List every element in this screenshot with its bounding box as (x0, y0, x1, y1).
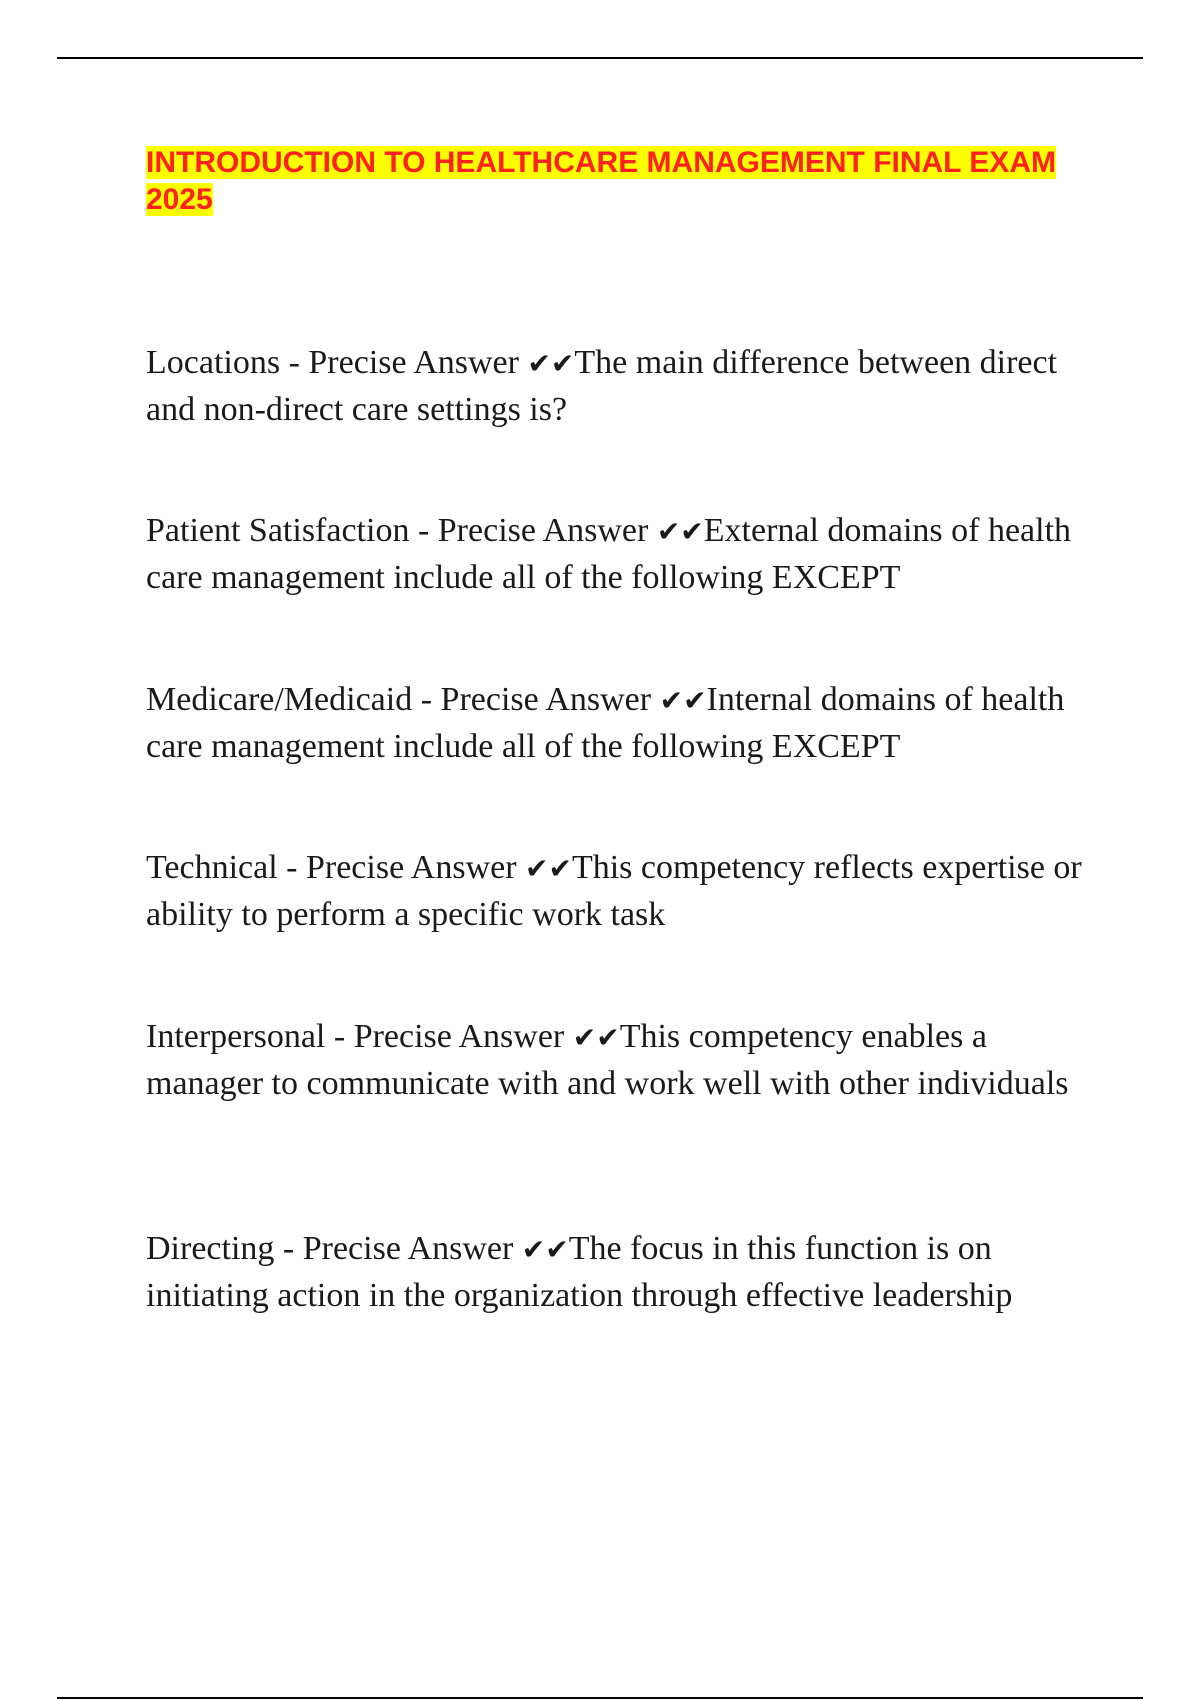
double-check-icon: ✔✔ (656, 515, 704, 548)
qa-answer: Directing (146, 1230, 275, 1267)
qa-separator: - Precise Answer (412, 681, 660, 718)
double-check-icon: ✔✔ (572, 1021, 620, 1054)
double-check-icon: ✔✔ (521, 1233, 569, 1266)
qa-item (146, 1226, 1106, 1319)
qa-answer: Medicare/Medicaid (146, 681, 413, 718)
qa-separator: - Precise Answer (274, 1230, 522, 1267)
qa-item (146, 845, 1106, 938)
document-title: INTRODUCTION TO HEALTHCARE MANAGEMENT FINAL EXAM 2025 (146, 146, 1056, 216)
qa-separator: - Precise Answer (280, 344, 528, 381)
qa-question: Internal domains of health care management include all of the following EXCEPT (146, 681, 1065, 765)
qa-separator: - Precise Answer (409, 512, 657, 549)
qa-answer: Technical (146, 849, 278, 886)
qa-separator: - Precise Answer (277, 849, 526, 886)
double-check-icon: ✔✔ (527, 347, 575, 380)
qa-answer: Interpersonal (146, 1018, 326, 1055)
qa-item (146, 508, 1106, 601)
qa-question: This competency enables a manager to communicate with and work well with other individuals (146, 1018, 1069, 1102)
qa-question: The main difference between direct and non-direct care settings is? (146, 344, 1058, 428)
qa-question: The focus in this function is on initiating action in the organization through effective leadership (146, 1230, 1013, 1314)
double-check-icon: ✔✔ (525, 852, 572, 885)
qa-answer: Patient Satisfaction (146, 512, 410, 549)
double-check-icon: ✔✔ (659, 684, 707, 717)
qa-answer: Locations (146, 344, 281, 381)
bottom-rule (57, 1697, 1143, 1699)
qa-question: This competency reflects expertise or ability to perform a specific work task (146, 849, 1082, 933)
qa-item (146, 340, 1106, 433)
qa-question: External domains of health care management include all of the following EXCEPT (146, 512, 1072, 596)
qa-item (146, 1014, 1106, 1107)
qa-item (146, 677, 1106, 770)
qa-separator: - Precise Answer (325, 1018, 573, 1055)
top-rule (57, 57, 1143, 59)
